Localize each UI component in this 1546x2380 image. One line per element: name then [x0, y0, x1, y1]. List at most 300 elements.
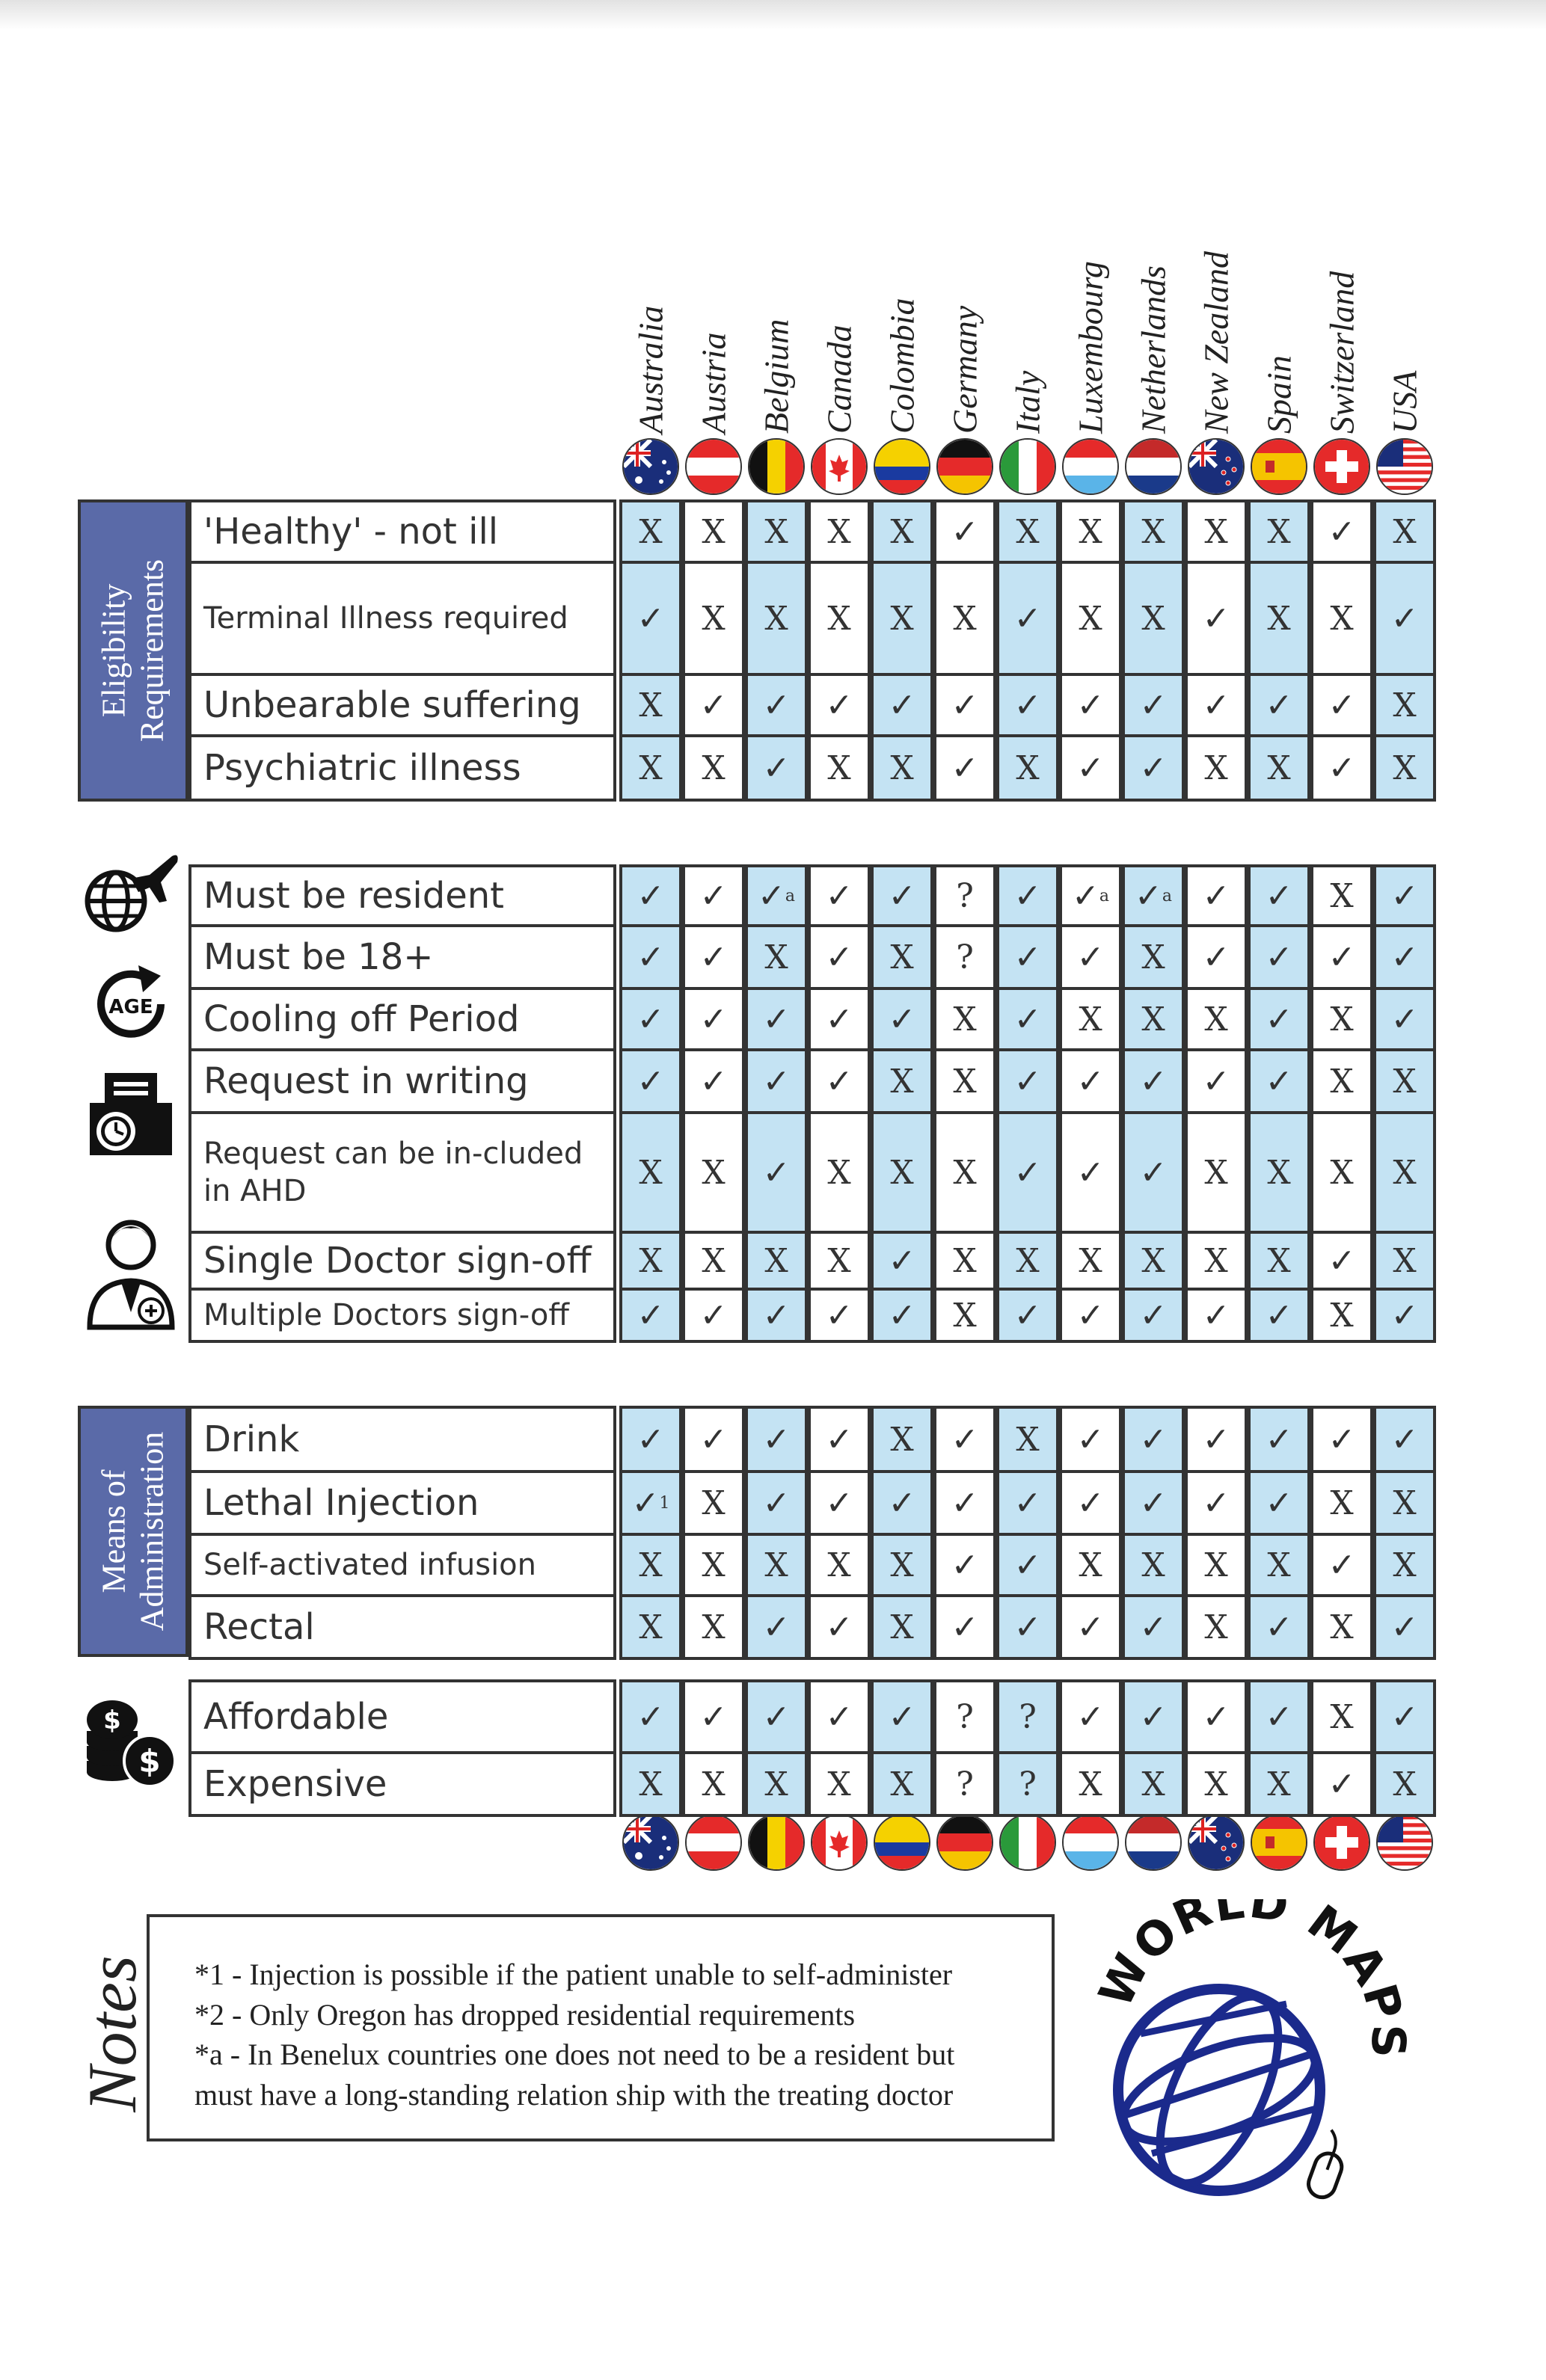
- row-label: 'Healthy' - not ill: [188, 499, 616, 564]
- table-cell: X: [1248, 1751, 1310, 1817]
- table-cell: ✓: [1059, 1111, 1122, 1234]
- netherlands-flag-icon: [1125, 1814, 1182, 1871]
- table-cell: ✓: [1373, 1406, 1436, 1473]
- switzerland-flag-icon: [1313, 1814, 1370, 1871]
- usa-flag-icon: [1376, 1814, 1433, 1871]
- table-cell: ?: [996, 1751, 1059, 1817]
- country-header: [1185, 224, 1248, 434]
- germany-flag-icon: [936, 438, 993, 495]
- table-cell: ✓: [1185, 864, 1248, 927]
- table-cell: ✓: [1310, 924, 1373, 990]
- table-cell: ✓: [1248, 1470, 1310, 1536]
- table-cell: X: [933, 1231, 996, 1291]
- table-cell: ✓: [996, 924, 1059, 990]
- table-cell: ✓: [808, 1406, 871, 1473]
- row-label: Lethal Injection: [188, 1470, 616, 1536]
- table-cell: ✓: [745, 1111, 808, 1234]
- luxembourg-flag-icon: [1062, 1814, 1119, 1871]
- table-cell: ✓: [745, 1288, 808, 1343]
- table-cell: X: [933, 561, 996, 676]
- table-cell: X: [1310, 1111, 1373, 1234]
- table-cell: X: [1373, 1751, 1436, 1817]
- table-cell: ✓: [996, 1470, 1059, 1536]
- row-label: Single Doctor sign-off: [188, 1231, 616, 1291]
- eligibility-sidebar-label: Eligibility Requirements: [95, 559, 170, 742]
- table-cell: ✓: [1248, 1288, 1310, 1343]
- table-cell: X: [745, 1533, 808, 1597]
- table-cell: X: [808, 499, 871, 564]
- table-cell: X: [1373, 1231, 1436, 1291]
- table-cell: ✓: [1185, 1679, 1248, 1754]
- table-cell: X: [619, 1111, 682, 1234]
- globe-plane-icon: [75, 845, 187, 942]
- table-cell: ?: [933, 864, 996, 927]
- table-cell: ✓: [996, 1048, 1059, 1114]
- table-cell: ✓: [808, 924, 871, 990]
- table-cell: X: [871, 499, 933, 564]
- table-cell: X: [1185, 1533, 1248, 1597]
- table-cell: ✓: [1373, 1594, 1436, 1660]
- table-cell: X: [1373, 1533, 1436, 1597]
- table-cell: ?: [933, 924, 996, 990]
- table-cell: X: [1122, 1533, 1185, 1597]
- notes-box: [147, 1914, 1055, 2141]
- new-zealand-flag-icon: [1188, 438, 1245, 495]
- table-cell: X: [619, 499, 682, 564]
- table-cell: X: [871, 1048, 933, 1114]
- table-cell: ✓: [933, 1594, 996, 1660]
- document-clock-icon: [75, 1062, 187, 1166]
- svg-text:$: $: [103, 1706, 121, 1735]
- table-cell: X: [808, 1751, 871, 1817]
- table-cell: ✓: [1185, 924, 1248, 990]
- table-cell: ✓: [619, 1288, 682, 1343]
- table-cell: X: [682, 734, 745, 802]
- table-cell: X: [808, 561, 871, 676]
- table-cell: ?: [933, 1679, 996, 1754]
- table-cell: X: [1310, 987, 1373, 1051]
- table-cell: ✓: [871, 1470, 933, 1536]
- row-label: Psychiatric illness: [188, 734, 616, 802]
- table-cell: X: [808, 734, 871, 802]
- table-cell: X: [682, 1533, 745, 1597]
- table-cell: ✓: [871, 1679, 933, 1754]
- table-cell: X: [619, 1594, 682, 1660]
- row-label: Multiple Doctors sign-off: [188, 1288, 616, 1343]
- table-cell: X: [1373, 1111, 1436, 1234]
- page-top-shadow: [0, 0, 1546, 30]
- table-cell: ✓: [1310, 499, 1373, 564]
- table-cell: X: [871, 924, 933, 990]
- table-cell: X: [745, 499, 808, 564]
- country-header: [1059, 224, 1122, 434]
- table-cell: ✓: [619, 987, 682, 1051]
- table-cell: ✓: [933, 499, 996, 564]
- table-cell: X: [619, 673, 682, 737]
- table-cell: X: [1310, 1288, 1373, 1343]
- table-cell: ✓: [1248, 864, 1310, 927]
- belgium-flag-icon: [748, 438, 805, 495]
- table-cell: X: [1059, 987, 1122, 1051]
- table-cell: X: [1122, 924, 1185, 990]
- colombia-flag-icon: [874, 1814, 930, 1871]
- logo-text: WORLD MAPS: [1088, 1899, 1414, 2060]
- table-cell: ✓: [1059, 734, 1122, 802]
- table-cell: ✓: [996, 864, 1059, 927]
- table-cell: X: [1248, 499, 1310, 564]
- country-header: [996, 224, 1059, 434]
- table-cell: ✓: [745, 1406, 808, 1473]
- table-cell: ✓: [1185, 1470, 1248, 1536]
- country-header-label: Australia: [631, 305, 670, 434]
- table-cell: ✓: [1122, 1594, 1185, 1660]
- table-cell: ✓: [1310, 734, 1373, 802]
- table-cell: ✓: [808, 987, 871, 1051]
- country-header: [1248, 224, 1310, 434]
- table-cell: ✓: [996, 561, 1059, 676]
- table-cell: ✓: [1059, 1679, 1122, 1754]
- note-line: *a - In Benelux countries one does not need to be a resident but: [194, 2038, 955, 2072]
- australia-flag-icon: [622, 1814, 679, 1871]
- table-cell: X: [745, 1751, 808, 1817]
- table-cell: X: [745, 561, 808, 676]
- row-label: Request in writing: [188, 1048, 616, 1114]
- table-cell: ✓: [619, 1406, 682, 1473]
- table-cell: X: [1185, 987, 1248, 1051]
- row-label: Terminal Illness required: [188, 561, 616, 676]
- table-cell: ✓: [933, 1470, 996, 1536]
- switzerland-flag-icon: [1313, 438, 1370, 495]
- table-cell: X: [933, 1048, 996, 1114]
- table-cell: ✓: [745, 987, 808, 1051]
- table-cell: ✓: [808, 1679, 871, 1754]
- table-cell: X: [1122, 1751, 1185, 1817]
- table-cell: X: [682, 561, 745, 676]
- table-cell: X: [1373, 1048, 1436, 1114]
- table-cell: ✓: [1310, 1231, 1373, 1291]
- table-cell: X: [1373, 499, 1436, 564]
- table-cell: X: [933, 987, 996, 1051]
- table-cell: ✓: [745, 1594, 808, 1660]
- table-cell: ✓: [808, 864, 871, 927]
- note-line: must have a long-standing relation ship with the treating doctor: [194, 2077, 954, 2112]
- country-header: [745, 224, 808, 434]
- coins-dollar-icon: [75, 1682, 187, 1802]
- table-cell: X: [682, 1111, 745, 1234]
- country-header: [871, 224, 933, 434]
- table-cell: X: [1373, 1470, 1436, 1536]
- table-cell: ✓: [1373, 924, 1436, 990]
- country-header-label: Belgium: [757, 319, 796, 434]
- colombia-flag-icon: [874, 438, 930, 495]
- row-label: Affordable: [188, 1679, 616, 1754]
- country-header: [808, 224, 871, 434]
- row-label: Drink: [188, 1406, 616, 1473]
- table-cell: X: [871, 1406, 933, 1473]
- table-cell: X: [1248, 561, 1310, 676]
- table-cell: X: [933, 1111, 996, 1234]
- world-maps-logo: [1070, 1899, 1414, 2213]
- table-cell: ✓: [1248, 987, 1310, 1051]
- table-cell: X: [1310, 1048, 1373, 1114]
- country-header: [933, 224, 996, 434]
- country-header-label: USA: [1385, 370, 1424, 434]
- country-header: [1373, 224, 1436, 434]
- table-cell: X: [682, 1231, 745, 1291]
- table-cell: X: [619, 1533, 682, 1597]
- note-line: *2 - Only Oregon has dropped residential requirements: [194, 1997, 856, 2032]
- table-cell: X: [1310, 1594, 1373, 1660]
- table-cell: ✓: [682, 924, 745, 990]
- table-cell: ✓: [745, 1048, 808, 1114]
- austria-flag-icon: [685, 1814, 742, 1871]
- country-header: [1122, 224, 1185, 434]
- table-cell: ✓: [619, 561, 682, 676]
- table-cell: ✓ a: [1122, 864, 1185, 927]
- table-cell: X: [1185, 734, 1248, 802]
- table-cell: ✓: [1373, 1288, 1436, 1343]
- flag-row-bottom: [619, 1812, 1442, 1872]
- table-cell: ✓: [1248, 924, 1310, 990]
- table-cell: ✓: [1185, 1288, 1248, 1343]
- table-cell: ✓: [1185, 1048, 1248, 1114]
- country-header-label: New Zealand: [1197, 250, 1236, 434]
- table-cell: X: [1310, 561, 1373, 676]
- table-cell: ✓: [996, 1288, 1059, 1343]
- table-cell: ✓: [1373, 987, 1436, 1051]
- table-cell: X: [1248, 1231, 1310, 1291]
- table-cell: X: [808, 1231, 871, 1291]
- usa-flag-icon: [1376, 438, 1433, 495]
- table-cell: X: [1248, 1533, 1310, 1597]
- country-header-label: Netherlands: [1134, 265, 1173, 434]
- table-cell: ✓: [1310, 1751, 1373, 1817]
- row-label: Self-activated infusion: [188, 1533, 616, 1597]
- country-header-label: Luxembourg: [1071, 261, 1110, 434]
- table-cell: ✓: [1122, 1406, 1185, 1473]
- table-cell: ✓: [933, 1406, 996, 1473]
- table-cell: ✓: [745, 673, 808, 737]
- table-cell: ✓: [808, 1594, 871, 1660]
- table-cell: ✓: [1248, 1679, 1310, 1754]
- table-cell: ✓: [682, 987, 745, 1051]
- table-cell: X: [1248, 1111, 1310, 1234]
- australia-flag-icon: [622, 438, 679, 495]
- country-header-label: Austria: [694, 332, 733, 434]
- table-cell: ✓: [871, 1288, 933, 1343]
- table-cell: X: [871, 1594, 933, 1660]
- country-header-label: Canada: [820, 325, 859, 434]
- table-cell: ✓: [745, 1679, 808, 1754]
- table-cell: ✓: [1373, 561, 1436, 676]
- table-cell: ✓: [996, 987, 1059, 1051]
- eligibility-sidebar: [78, 499, 188, 802]
- table-cell: ✓: [1059, 1288, 1122, 1343]
- table-cell: X: [1059, 1751, 1122, 1817]
- table-cell: ?: [996, 1679, 1059, 1754]
- canada-flag-icon: [811, 1814, 868, 1871]
- doctor-icon: [75, 1211, 187, 1338]
- table-cell: X: [933, 1288, 996, 1343]
- row-label: Rectal: [188, 1594, 616, 1660]
- table-cell: ✓: [871, 987, 933, 1051]
- row-label: Expensive: [188, 1751, 616, 1817]
- table-cell: ✓: [745, 1470, 808, 1536]
- age-cycle-icon: [75, 956, 187, 1053]
- table-cell: X: [808, 1533, 871, 1597]
- table-cell: ✓: [1185, 561, 1248, 676]
- table-cell: X: [871, 1751, 933, 1817]
- table-cell: X: [871, 561, 933, 676]
- table-cell: X: [1310, 864, 1373, 927]
- table-cell: ✓: [1310, 1533, 1373, 1597]
- table-cell: X: [682, 499, 745, 564]
- table-cell: ✓: [1122, 1048, 1185, 1114]
- table-cell: ✓: [1122, 673, 1185, 737]
- spain-flag-icon: [1251, 438, 1307, 495]
- country-header: [619, 224, 682, 434]
- table-cell: X: [808, 1111, 871, 1234]
- country-header-label: Colombia: [883, 298, 921, 434]
- germany-flag-icon: [936, 1814, 993, 1871]
- table-cell: ✓: [619, 1679, 682, 1754]
- table-cell: ✓: [1185, 1406, 1248, 1473]
- table-cell: ✓: [1059, 924, 1122, 990]
- table-cell: ✓: [808, 673, 871, 737]
- table-cell: X: [682, 1594, 745, 1660]
- country-header: [1310, 224, 1373, 434]
- table-cell: X: [619, 734, 682, 802]
- table-cell: ?: [933, 1751, 996, 1817]
- table-cell: ✓: [1248, 1406, 1310, 1473]
- table-cell: ✓: [1373, 1679, 1436, 1754]
- table-cell: X: [1059, 1231, 1122, 1291]
- means-sidebar-label: Means of Administration: [95, 1431, 170, 1632]
- table-cell: ✓: [1122, 1679, 1185, 1754]
- table-cell: ✓: [1122, 734, 1185, 802]
- flag-row-top: [619, 437, 1442, 496]
- table-cell: X: [871, 1533, 933, 1597]
- table-cell: ✓: [996, 1111, 1059, 1234]
- notes-heading: [71, 1922, 153, 2146]
- table-cell: ✓: [1185, 673, 1248, 737]
- table-cell: ✓: [996, 1594, 1059, 1660]
- table-cell: ✓ a: [745, 864, 808, 927]
- country-header-label: Italy: [1008, 370, 1047, 434]
- row-label: Unbearable suffering: [188, 673, 616, 737]
- table-cell: ✓: [1059, 1594, 1122, 1660]
- table-cell: ✓: [682, 1406, 745, 1473]
- table-cell: ✓ a: [1059, 864, 1122, 927]
- table-cell: X: [619, 1751, 682, 1817]
- row-label: Cooling off Period: [188, 987, 616, 1051]
- table-cell: ✓: [871, 864, 933, 927]
- row-label: Must be 18+: [188, 924, 616, 990]
- table-cell: ✓: [1248, 1048, 1310, 1114]
- table-cell: X: [745, 924, 808, 990]
- table-cell: ✓: [996, 1533, 1059, 1597]
- table-cell: X: [1059, 561, 1122, 676]
- row-label: Request can be in-cluded in AHD: [188, 1111, 616, 1234]
- table-cell: ✓: [682, 864, 745, 927]
- table-cell: ✓: [682, 673, 745, 737]
- netherlands-flag-icon: [1125, 438, 1182, 495]
- table-cell: X: [996, 1406, 1059, 1473]
- table-cell: X: [1122, 561, 1185, 676]
- table-cell: ✓: [933, 1533, 996, 1597]
- italy-flag-icon: [999, 438, 1056, 495]
- table-cell: ✓: [808, 1470, 871, 1536]
- svg-text:AGE: AGE: [108, 996, 153, 1018]
- row-label: Must be resident: [188, 864, 616, 927]
- table-cell: ✓: [808, 1048, 871, 1114]
- new-zealand-flag-icon: [1188, 1814, 1245, 1871]
- table-cell: X: [1373, 673, 1436, 737]
- table-cell: ✓: [1059, 1470, 1122, 1536]
- table-cell: ✓: [1059, 673, 1122, 737]
- table-cell: ✓: [1059, 1406, 1122, 1473]
- table-cell: ✓: [1059, 1048, 1122, 1114]
- table-cell: ✓: [682, 1288, 745, 1343]
- table-cell: X: [1122, 987, 1185, 1051]
- table-cell: ✓: [808, 1288, 871, 1343]
- table-cell: X: [1185, 499, 1248, 564]
- table-cell: X: [996, 1231, 1059, 1291]
- italy-flag-icon: [999, 1814, 1056, 1871]
- table-cell: X: [1248, 734, 1310, 802]
- table-cell: ✓: [745, 734, 808, 802]
- table-cell: X: [1122, 499, 1185, 564]
- canada-flag-icon: [811, 438, 868, 495]
- table-cell: X: [1185, 1594, 1248, 1660]
- table-cell: ✓: [619, 924, 682, 990]
- table-cell: ✓: [871, 673, 933, 737]
- table-cell: X: [871, 734, 933, 802]
- table-cell: X: [996, 734, 1059, 802]
- table-cell: ✓: [1248, 1594, 1310, 1660]
- table-cell: ✓: [619, 1048, 682, 1114]
- table-cell: X: [1185, 1231, 1248, 1291]
- table-cell: X: [682, 1751, 745, 1817]
- table-cell: ✓: [933, 734, 996, 802]
- luxembourg-flag-icon: [1062, 438, 1119, 495]
- table-cell: ✓: [1122, 1111, 1185, 1234]
- table-cell: ✓: [871, 1231, 933, 1291]
- table-cell: ✓: [1310, 673, 1373, 737]
- austria-flag-icon: [685, 438, 742, 495]
- country-header-label: Germany: [945, 305, 984, 434]
- table-cell: ✓: [1122, 1288, 1185, 1343]
- table-cell: ✓: [1310, 1406, 1373, 1473]
- table-cell: ✓: [682, 1679, 745, 1754]
- table-cell: X: [745, 1231, 808, 1291]
- table-cell: ✓: [1122, 1470, 1185, 1536]
- svg-text:$: $: [138, 1743, 161, 1780]
- table-cell: X: [1059, 499, 1122, 564]
- note-line: *1 - Injection is possible if the patient unable to self-administer: [194, 1958, 953, 1991]
- table-cell: X: [1122, 1231, 1185, 1291]
- table-cell: X: [1059, 1533, 1122, 1597]
- table-cell: X: [1185, 1111, 1248, 1234]
- table-cell: ✓: [996, 673, 1059, 737]
- table-cell: X: [996, 499, 1059, 564]
- notes-heading-text: Notes: [74, 1955, 150, 2112]
- spain-flag-icon: [1251, 1814, 1307, 1871]
- means-sidebar: [78, 1406, 188, 1657]
- table-cell: ✓: [1373, 864, 1436, 927]
- table-cell: X: [871, 1111, 933, 1234]
- country-header: [682, 224, 745, 434]
